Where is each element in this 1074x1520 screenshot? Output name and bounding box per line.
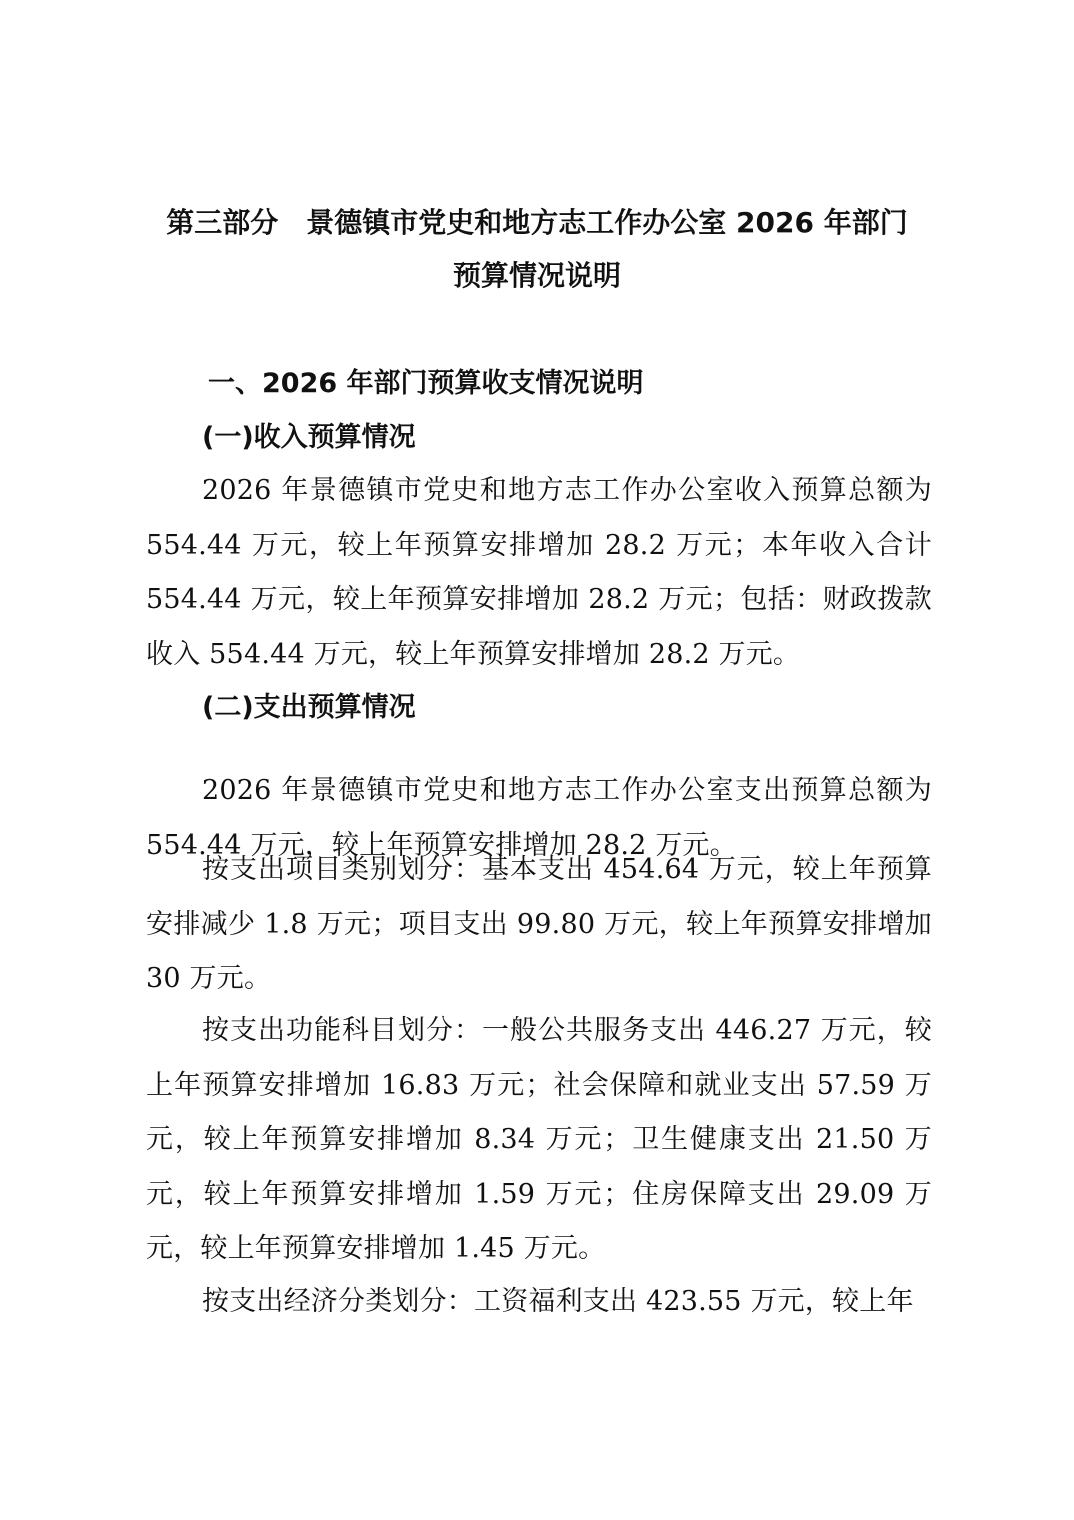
paragraph-expenditure-by-project: 按支出项目类别划分：基本支出 454.64 万元，较上年预算安排减少 1.8 万元；项目支出 99.80 万元，较上年预算安排增加 30 万元。: [146, 854, 932, 994]
subsection-heading-expenditure: (二)支出预算情况: [202, 692, 416, 723]
subsection-heading-income: (一)收入预算情况: [202, 422, 416, 453]
paragraph-expenditure-by-function: 按支出功能科目划分：一般公共服务支出 446.27 万元，较上年预算安排增加 16.83 万元；社会保障和就业支出 57.59 万元，较上年预算安排增加 8.34 万元；卫生健康支出 21.50 万元，较上年预算安排增加 1.59 万元；住房保障支出 29.09 万元，较上年预算安排增加 1.45 万元。: [146, 1015, 932, 1264]
paragraph-income-budget: 2026 年景德镇市党史和地方志工作办公室收入预算总额为 554.44 万元，较上年预算安排增加 28.2 万元；本年收入合计 554.44 万元，较上年预算安排增加 28.2 万元；包括：财政拨款收入 554.44 万元，较上年预算安排增加 28.2 万元。: [146, 475, 932, 670]
section-heading-budget-overview: 一、2026 年部门预算收支情况说明: [208, 368, 644, 399]
document-title-line1: 第三部分 景德镇市党史和地方志工作办公室 2026 年部门: [166, 206, 908, 239]
document-title-line2: 预算情况说明: [452, 259, 621, 292]
paragraph-expenditure-by-economic: 按支出经济分类划分：工资福利支出 423.55 万元，较上年: [202, 1286, 914, 1317]
paragraph-expenditure-total: 2026 年景德镇市党史和地方志工作办公室支出预算总额为 554.44 万元，较上年预算安排增加 28.2 万元。: [146, 775, 932, 861]
